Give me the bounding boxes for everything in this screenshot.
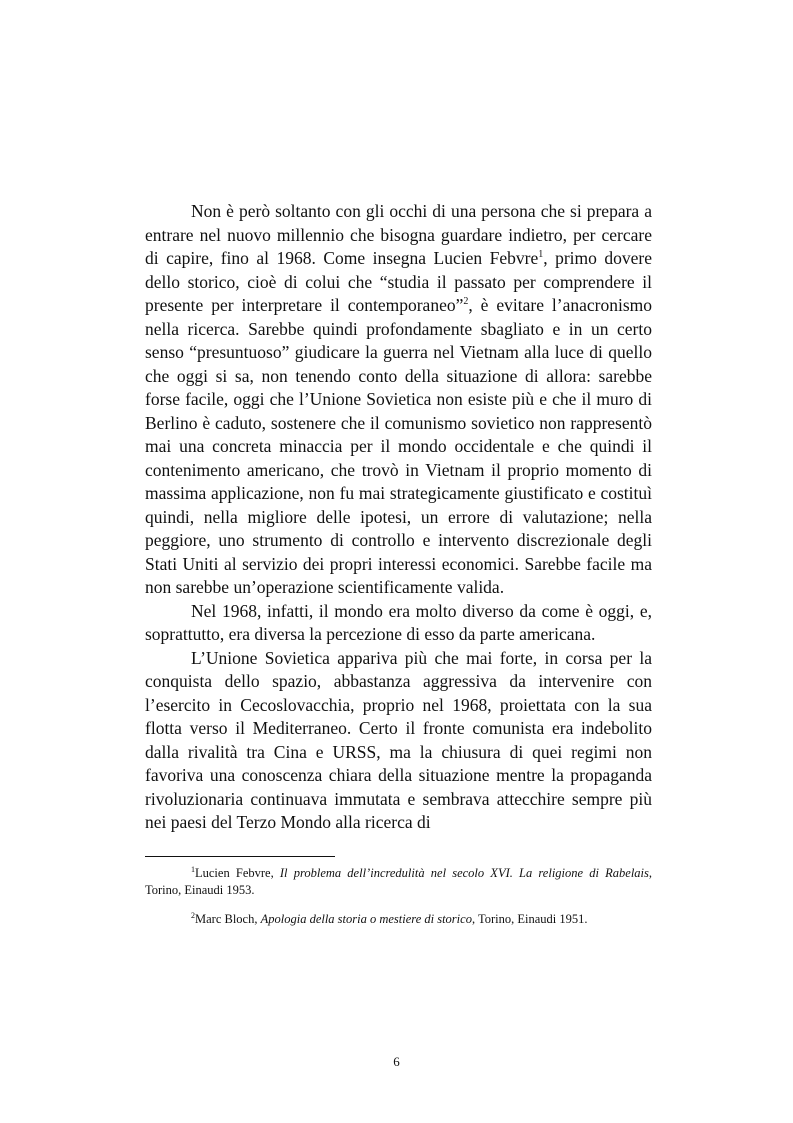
- paragraph-1-text-c: , è evitare l’anacronismo nella ricerca. Sarebbe quindi profondamente sbagliato e in un certo senso “presuntuoso” giudicare la guerra nel Vietnam alla luce di quello che oggi si sa, non tenendo conto della situazione di allora: sarebbe forse facile, oggi che l’Unione Sovietica non esiste più e che il muro di Berlino è caduto, sostenere che il comunismo sovietico non rappresentò mai una concreta minaccia per il mondo occidentale e che quindi il contenimento americano, che trovò in Vietnam il proprio momento di massima applicazione, non fu mai strategicamente giustificato e costituì quindi, nella migliore delle ipotesi, un errore di valutazione; nella peggiore, uno strumento di controllo e intervento discrezionale degli Stati Uniti al servizio dei propri interessi economici. Sarebbe facile ma non sarebbe un’operazione scientificamente valida.: [145, 295, 652, 597]
- footnote-1: [145, 865, 652, 899]
- footnote-2-author: Marc Bloch,: [195, 912, 261, 926]
- footnote-ref-1: 1: [538, 249, 544, 261]
- footnote-separator: [145, 856, 335, 857]
- page-number: 6: [393, 1054, 400, 1069]
- paragraph-1: [145, 200, 652, 600]
- footnote-2-number: 2: [191, 910, 195, 920]
- paragraph-2: Nel 1968, infatti, il mondo era molto diverso da come è oggi, e, soprattutto, era diversa la percezione di esso da parte americana.: [145, 600, 652, 644]
- paragraph-1-text-a: Non è però soltanto con gli occhi di una persona che si prepara a entrare nel nuovo millennio che bisogna guardare indietro, per cercare di capire, fino al 1968. Come insegna Lucien Febvre: [145, 201, 652, 268]
- footnote-2-title: Apologia della storia o mestiere di storico: [260, 912, 472, 926]
- footnote-ref-2: 2: [463, 296, 469, 308]
- footnote-2: [145, 911, 652, 928]
- footnote-1-rest: , Torino, Einaudi 1953.: [145, 866, 653, 897]
- footnote-1-author: Lucien Febvre,: [195, 866, 280, 880]
- main-text: [145, 200, 652, 835]
- footnote-2-rest: , Torino, Einaudi 1951.: [471, 912, 588, 926]
- paragraph-3: L’Unione Sovietica appariva più che mai forte, in corsa per la conquista dello spazio, abbastanza aggressiva da intervenire con l’esercito in Cecoslovacchia, proprio nel 1968, proiettata con la sua flotta verso il Mediterraneo. Certo il fronte comunista era indebolito dalla rivalità tra Cina e URSS, ma la chiusura di quei regimi non favoriva una conoscenza chiara della situazione mentre la propaganda rivoluzionaria continuava immutata e sembrava attecchire sempre più nei paesi del Terzo Mondo alla ricerca di: [145, 647, 652, 832]
- footnote-1-number: 1: [191, 864, 195, 874]
- footnote-1-title: Il problema dell’incredulità nel secolo XVI. La religione di Rabelais: [279, 866, 649, 880]
- paragraph-1-text-b: , primo dovere dello storico, cioè di colui che “studia il passato per comprendere il presente per interpretare il contemporaneo”: [145, 248, 652, 315]
- footnotes: [145, 865, 652, 940]
